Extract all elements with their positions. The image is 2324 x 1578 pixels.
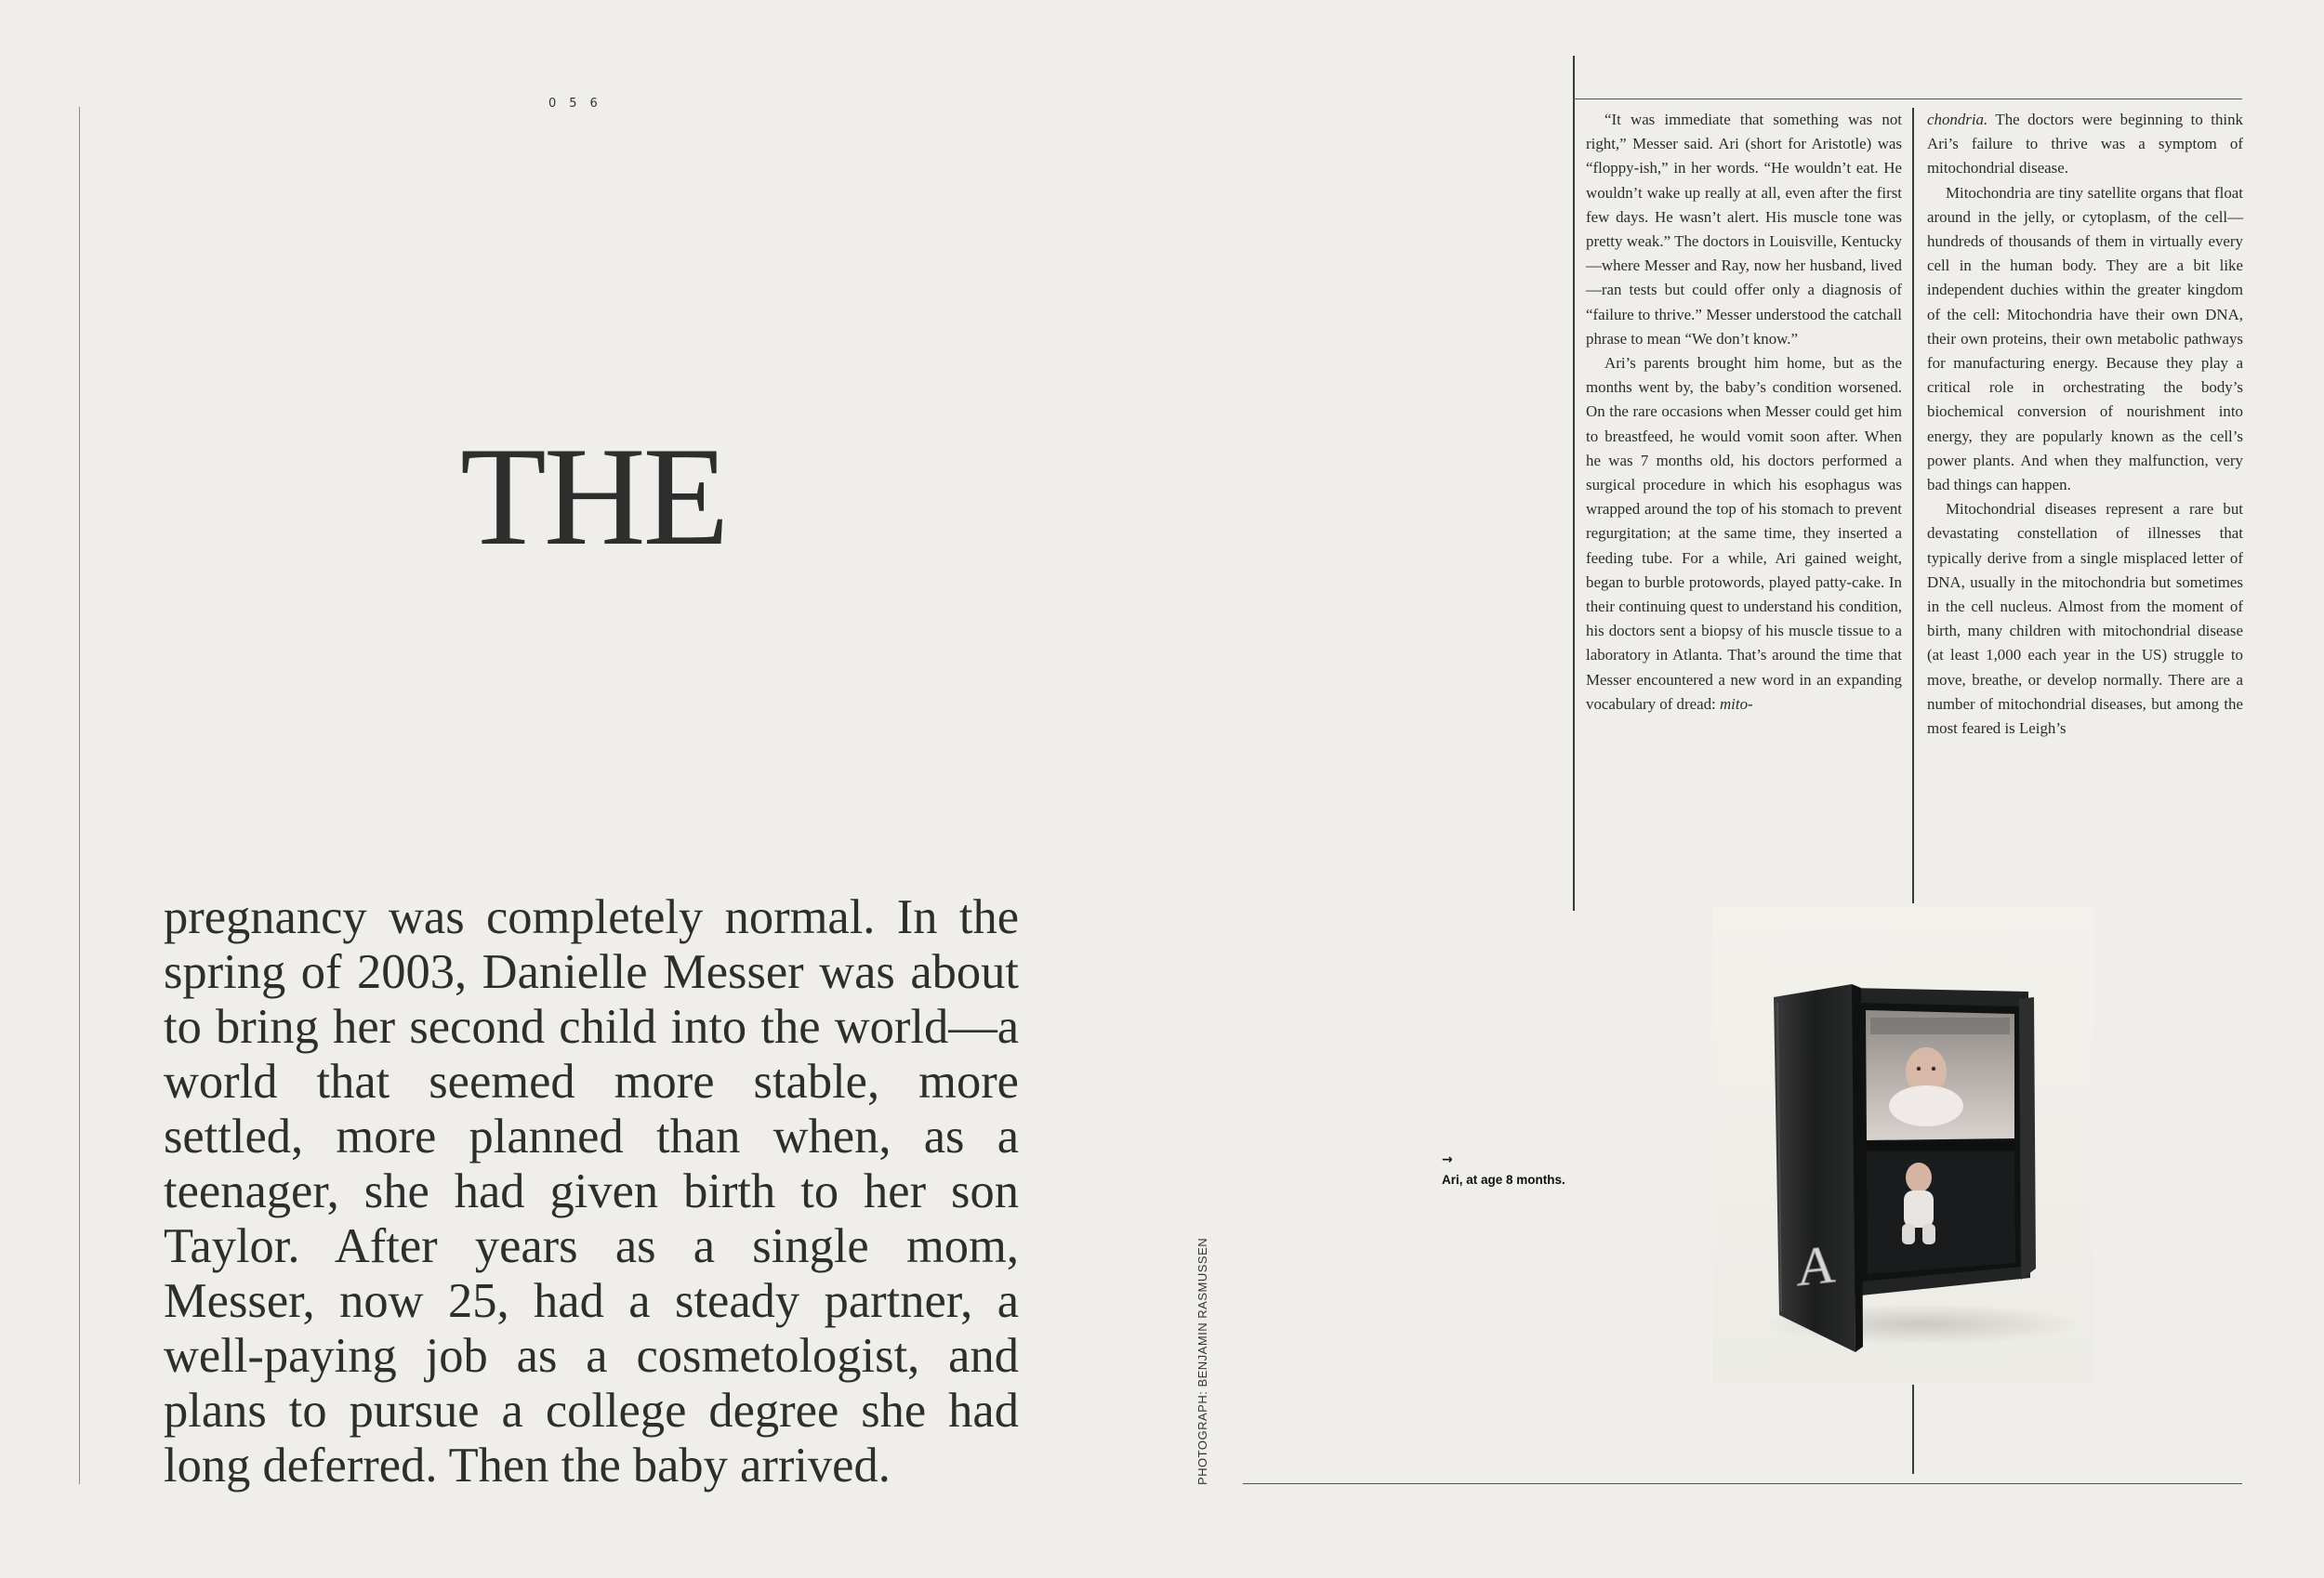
photograph bbox=[1712, 906, 2093, 1383]
bottom-rule bbox=[1243, 1483, 2242, 1484]
column-2-italic-word: chondria. bbox=[1927, 111, 1988, 128]
article-column-1 bbox=[1586, 108, 1902, 717]
photo-album-illustration bbox=[1712, 906, 2093, 1383]
column-1-paragraph-2 bbox=[1586, 351, 1902, 717]
column-1-paragraph-2-text: Ari’s parents brought him home, but as the months went by, the baby’s condition worsened. On the rare occasions when Messer could get him to breastfeed, he would vomit soon after. When he was 7 months old, his doctors performed a surgical procedure in which his esophagus was wrapped around the top of his stomach to prevent regurgitation; at the same time, they inserted a feeding tube. For a while, Ari gained weight, began to burble protowords, played patty-cake. In their continuing quest to understand his condition, his doctors sent a biopsy of his muscle tissue to a laboratory in Atlanta. That’s around the time that Messer encountered a new word in an expanding vocabulary of dread: bbox=[1586, 354, 1902, 713]
photo-caption: Ari, at age 8 months. bbox=[1442, 1173, 1565, 1187]
left-margin-rule bbox=[79, 107, 80, 1484]
column-1-paragraph-1: “It was immediate that something was not right,” Messer said. Ari (short for Aristotle) was “floppy-ish,” in her words. “He wouldn’t eat. He wouldn’t wake up really at all, even after the first few days. He wasn’t alert. His muscle tone was pretty weak.” The doctors in Louisville, Kentucky—where Messer and Ray, now her husband, lived—ran tests but could offer only a diagnosis of “failure to thrive.” Messer understood the catchall phrase to mean “We don’t know.” bbox=[1586, 111, 1902, 348]
column-rule-middle bbox=[1912, 108, 1914, 903]
photo-credit: PHOTOGRAPH: BENJAMIN RASMUSSEN bbox=[1195, 1237, 1209, 1485]
column-rule-lower bbox=[1912, 1385, 1914, 1474]
column-2-paragraph-3: Mitochondrial diseases represent a rare but devastating constellation of illnesses that typically derive from a single misplaced letter of DNA, usually in the mitochondria but sometimes in the cell nucleus. Almost from the moment of birth, many children with mitochondrial disease (at least 1,000 each year in the US) struggle to move, breathe, or develop normally. There are a number of mitochondrial diseases, but among the most feared is Leigh’s bbox=[1927, 500, 2243, 738]
page-number: 056 bbox=[548, 97, 611, 111]
column-rule-left bbox=[1573, 56, 1575, 911]
column-1-italic-word: mito- bbox=[1719, 694, 1753, 713]
headline: THE bbox=[460, 418, 727, 574]
column-2-paragraph-1-text: The doctors were beginning to think Ari’s failure to thrive was a symptom of mitochondrial disease. bbox=[1927, 111, 2243, 178]
lede-paragraph: pregnancy was completely normal. In the spring of 2003, Danielle Messer was about to bring her second child into the world—a world that seemed more stable, more settled, more planned than when, as a teenager, she had given birth to her son Taylor. After years as a single mom, Messer, now 25, had a steady partner, a well-paying job as a cosmetologist, and plans to pursue a college degree she had long deferred. Then the baby arrived. bbox=[164, 890, 1019, 1493]
column-2-paragraph-2: Mitochondria are tiny satellite organs that float around in the jelly, or cytoplasm, of the cell—hundreds of thousands of them in virtually every cell in the human body. They are a bit like independent duchies within the greater kingdom of the cell: Mitochondria have their own DNA, their own proteins, their own metabolic pathways for manufacturing energy. Because they play a critical role in orchestrating the body’s biochemical conversion of nourishment into energy, they are popularly known as the cell’s power plants. And when they malfunction, very bad things can happen. bbox=[1927, 183, 2243, 494]
album-monogram: A bbox=[1797, 1233, 1836, 1298]
column-2-paragraph-1 bbox=[1927, 108, 2243, 181]
article-column-2 bbox=[1927, 108, 2243, 741]
arrow-right-icon: → bbox=[1442, 1152, 1453, 1167]
